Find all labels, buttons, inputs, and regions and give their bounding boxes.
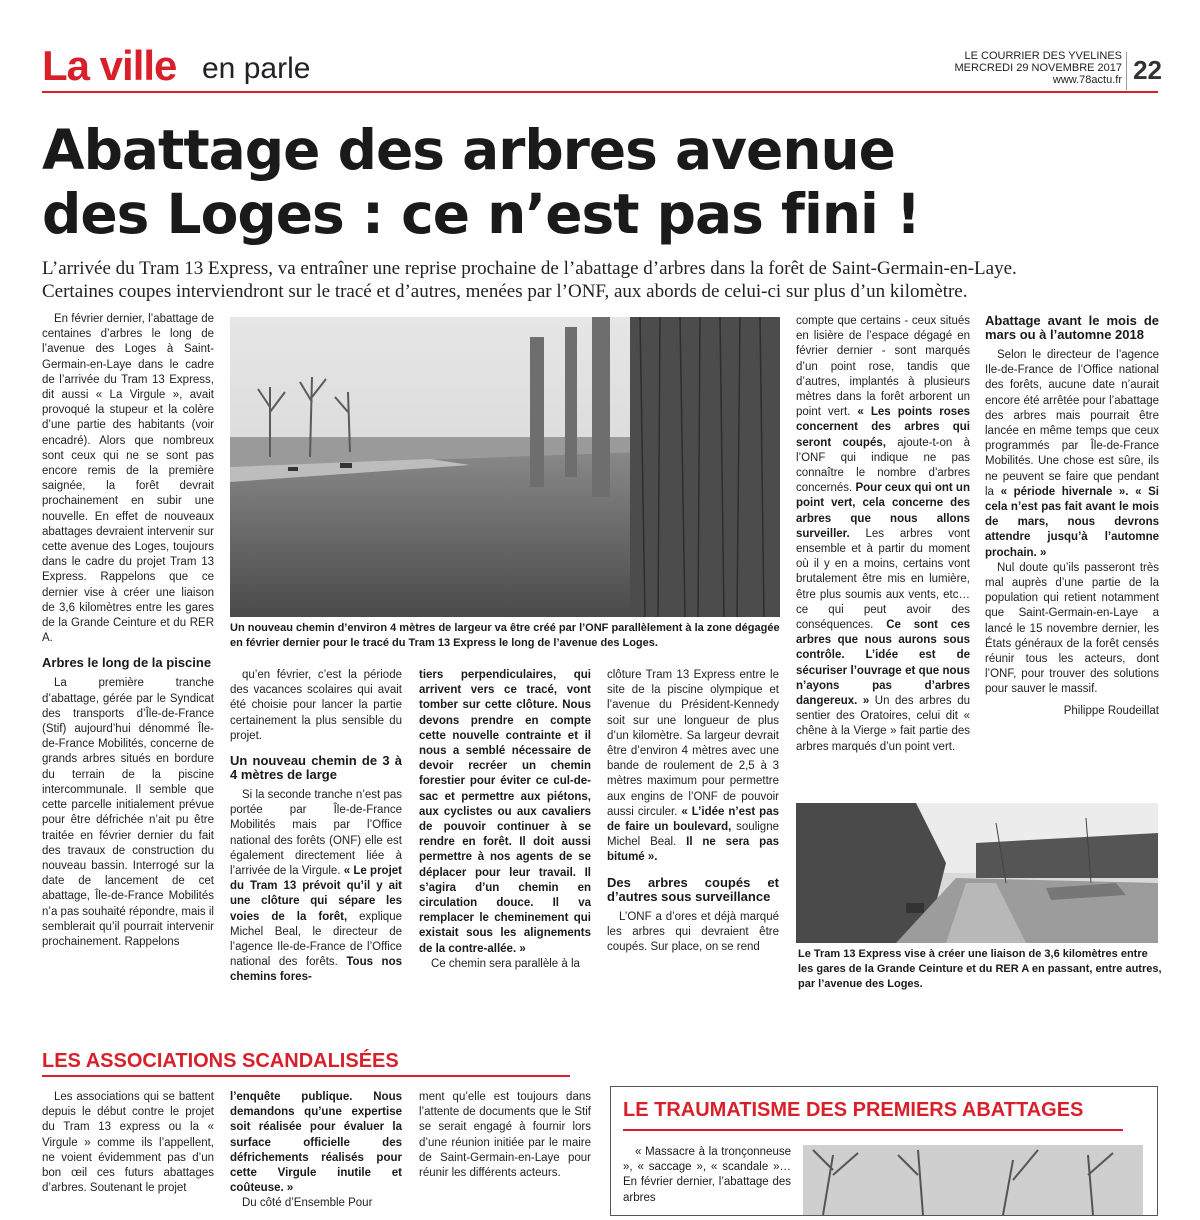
page-number: 22 — [1126, 52, 1162, 90]
box-photo — [803, 1145, 1143, 1215]
forest-avenue-photo — [230, 317, 780, 617]
paragraph: qu’en février, c’est la période des vacances scolaires qui avait été choisie pour lancer la partie certainement la plus sensible du projet. — [230, 669, 402, 742]
road-photo-illustration — [796, 803, 1158, 943]
issue-date: MERCREDI 29 NOVEMBRE 2017 — [954, 62, 1122, 74]
article-column-2 — [230, 668, 402, 994]
box-text: « Massacre à la tronçonneuse », « saccage », « scandale »… En février dernier, l’abattage des arbres — [623, 1146, 791, 1204]
headline — [42, 118, 1162, 246]
associations-column-2 — [230, 1090, 402, 1210]
masthead — [955, 50, 1123, 86]
photo-caption-2: Le Tram 13 Express vise à créer une liaison de 3,6 kilomètres entre les gares de la Grande Ceinture et du RER A en passant, entre autres, par l’avenue des Loges. — [798, 948, 1162, 990]
subheading: Un nouveau chemin de 3 à 4 mètres de large — [230, 753, 402, 783]
paragraph: compte que certains - ceux situés en lisière de l’espace dégagé en février dernier - sont marqués d’un point rose, tandis que d’autres, implantés à plusieurs mètres dans la forêt arborent un point vert. « Les points roses concernent des arbres qui seront coupés, ajoute-t-on à l’ONF qui indique ne pas connaître le nombre d’arbres concernés. Pour ceux qui ont un point vert, cela concerne des arbres que nous allons surveiller. Les arbres vont ensemble et à partir du moment où il y en a moins, certains vont brutalement être mis en lumière, être plus soumis aux vents, etc… ce qui peut avoir des conséquences. Ce sont ces arbres que nous aurons sous contrôle. L’idée est de sécuriser l’ouvrage et que nous n’ayons pas d’arbres dangereux. » Un des arbres du sentier des Oratoires, celui dit « chêne à la Vierge » fait partie des arbres marqués d’un point vert. — [796, 315, 970, 753]
paragraph: clôture Tram 13 Express entre le site de la piscine olympique et l’avenue du Président-Kennedy soit sur une longueur de plus d’un kilomètre. Sa largeur devrait être d’environ 4 mètres avec une bande de roulement de 2,5 à 3 mètres maximum pour permettre aux engins de l’ONF de pouvoir aussi circuler. « L’idée n’est pas de faire un boulevard, souligne Michel Beal. Il ne sera pas bitumé ». — [607, 669, 779, 864]
paragraph: Selon le directeur de l’agence Ile-de-France de l’Office national des forêts, aucune date n’aurait encore été arrêtée pour l’abattage des arbres mais pourrait être lancée en même temps que ceux programmés par Île-de-France Mobilités. Une chose est sûre, ils ne peuvent se faire que pendant la « période hivernale ». « Si cela n’est pas fait avant le mois de mars, nous devrons attendre jusqu’à l’automne prochain. » — [985, 349, 1159, 559]
tram-road-photo — [796, 803, 1158, 943]
associations-rule — [42, 1075, 570, 1077]
standfirst-line-1: L’arrivée du Tram 13 Express, va entraîner une reprise prochaine de l’abattage d’arbres dans la forêt de Saint-Germain-en-Laye. — [42, 258, 1017, 279]
headline-line-1: Abattage des arbres avenue — [42, 118, 895, 182]
paragraph: Ce chemin sera parallèle à la — [431, 957, 580, 970]
page-header — [42, 38, 1162, 94]
author-signature: Philippe Roudeillat — [1063, 704, 1159, 717]
subheading: Abattage avant le mois de mars ou à l’automne 2018 — [985, 313, 1159, 342]
article-column-4 — [607, 668, 779, 994]
rubric-subtitle: en parle — [202, 52, 311, 85]
paragraph: Si la seconde tranche n’est pas portée par Île-de-France Mobilités mais par l’Office national des forêts (ONF) elle est également directement liée à l’arrivée de la Virgule. « Le projet du Tram 13 prévoit qu’il y ait une clôture qui sépare les voies de la forêt, explique Michel Beal, le directeur de l’agence Ile-de-France de l’Office national des forêts. Tous nos chemins fores- — [230, 789, 402, 984]
sidebar-box — [610, 1086, 1158, 1216]
box-rule — [623, 1129, 1123, 1131]
paragraph: La première tranche d’abattage, gérée par le Syndicat des transports d’Île-de-France (Stif) aujourd’hui dénommé Île-de-France Mobilités, concerne de grands arbres situés en bordure du terrain de la piscine intercommunale. Il semble que cette parcelle initialement prévue pour être défrichée n’ait pu être traitée en février dernier du fait des travaux de construction du nouveau bassin. Interrogé sur la date de lancement de cet abattage, Île-de-France Mobilités n’a pas souhaité répondre, mais il semblerait qu’il pourrait intervenir prochainement. Rappelons — [42, 677, 214, 948]
paragraph: L’ONF a d’ores et déjà marqué les arbres qui devraient être coupés. Sur place, on se rend — [607, 910, 779, 954]
paragraph: ment qu’elle est toujours dans l’attente de documents que le Stif se serait engagé à fournir lors d’une réunion initiée par le maire de Saint-Germain-en-Laye pour réunir les différents acteurs. — [419, 1091, 591, 1180]
associations-column-1 — [42, 1090, 214, 1200]
photo-caption: Un nouveau chemin d’environ 4 mètres de largeur va être créé par l’ONF parallèlement à la zone dégagée en février dernier pour le tracé du Tram 13 Express le long de l’avenue des Loges. — [230, 622, 780, 649]
subheading: Arbres le long de la piscine — [42, 655, 212, 671]
standfirst — [42, 257, 1162, 303]
standfirst-line-2: Certaines coupes interviendront sur le tracé et d’autres, menées par l’ONF, aux abords de celui-ci sur plus d’un kilomètre. — [42, 281, 968, 302]
associations-title: LES ASSOCIATIONS SCANDALISÉES — [42, 1050, 399, 1072]
paragraph: En février dernier, l’abattage de centaines d’arbres le long de l’avenue des Loges à Saint-Germain-en-Laye dans le cadre de l’arrivée du Tram 13 Express, dit aussi « La Virgule », avait provoqué la stupeur et la colère d’une partie des habitants (voir encadré). Alors que nombreux sont ceux qui ne se sont pas encore remis de la première saignée, la forêt devrait prochainement en subir une nouvelle. En effet de nouveaux abattages devraient intervenir sur cette avenue des Loges, toujours dans le cadre du projet Tram 13 Express. Rappelons que ce dernier vise à créer une liaison de 3,6 kilomètres entre les gares de la Grande Ceinture et du RER A. — [42, 313, 214, 645]
paragraph: tiers perpendiculaires, qui arrivent vers ce tracé, vont tomber sur cette clôture. Nous devons prendre en compte cette nouvelle contrainte et il nous a semblé nécessaire de devoir recréer un chemin forestier pour éviter ce cul-de-sac et permettre aux piétons, aux cyclistes ou aux cavaliers de pouvoir continuer à se rendre en forêt. Il doit aussi permettre à nos agents de se déplacer pour leur travail. Il s’agira d’un chemin en circulation douce. Il va remplacer le cheminement qui existait sous les alignements de la contre-allée. » — [419, 669, 591, 955]
associations-column-3 — [419, 1090, 591, 1200]
subheading: Des arbres coupés et d’autres sous surveillance — [607, 874, 779, 904]
header-rule — [42, 91, 1158, 93]
article-column-6 — [985, 312, 1159, 778]
website: www.78actu.fr — [1052, 74, 1122, 86]
paper-name: LE COURRIER DES YVELINES — [964, 50, 1122, 62]
paragraph: Nul doute qu’ils passeront très mal auprès d’une partie de la population qui retient notamment que Saint-Germain-en-Laye a lancé le 15 novembre dernier, les États généraux de la forêt censés réunir tous les acteurs, dont l’ONF, pour trouver des solutions pour sauver le massif. — [985, 561, 1159, 696]
paragraph: Du côté d’Ensemble Pour — [242, 1197, 373, 1210]
article-column-5 — [796, 314, 970, 758]
box-photo-illustration — [803, 1145, 1143, 1215]
box-title: LE TRAUMATISME DES PREMIERS ABATTAGES — [623, 1099, 1084, 1121]
article-column-3 — [419, 668, 591, 994]
rubric-title: La ville — [42, 42, 177, 89]
forest-photo-illustration — [230, 317, 780, 617]
paragraph: l’enquête publique. Nous demandons qu’une expertise soit réalisée pour évaluer la surface officielle des défrichements réalisés pour cette Virgule inutile et coûteuse. » — [230, 1091, 402, 1195]
article-column-1 — [42, 312, 214, 1026]
paragraph: Les associations qui se battent depuis le début contre le projet du Tram 13 express ou la « Virgule » comme ils l’appellent, ne voient évidemment pas d’un bon œil ces futurs abattages d’arbres. Soutenant le projet — [42, 1091, 214, 1195]
headline-line-2: des Loges : ce n’est pas fini ! — [42, 182, 921, 246]
